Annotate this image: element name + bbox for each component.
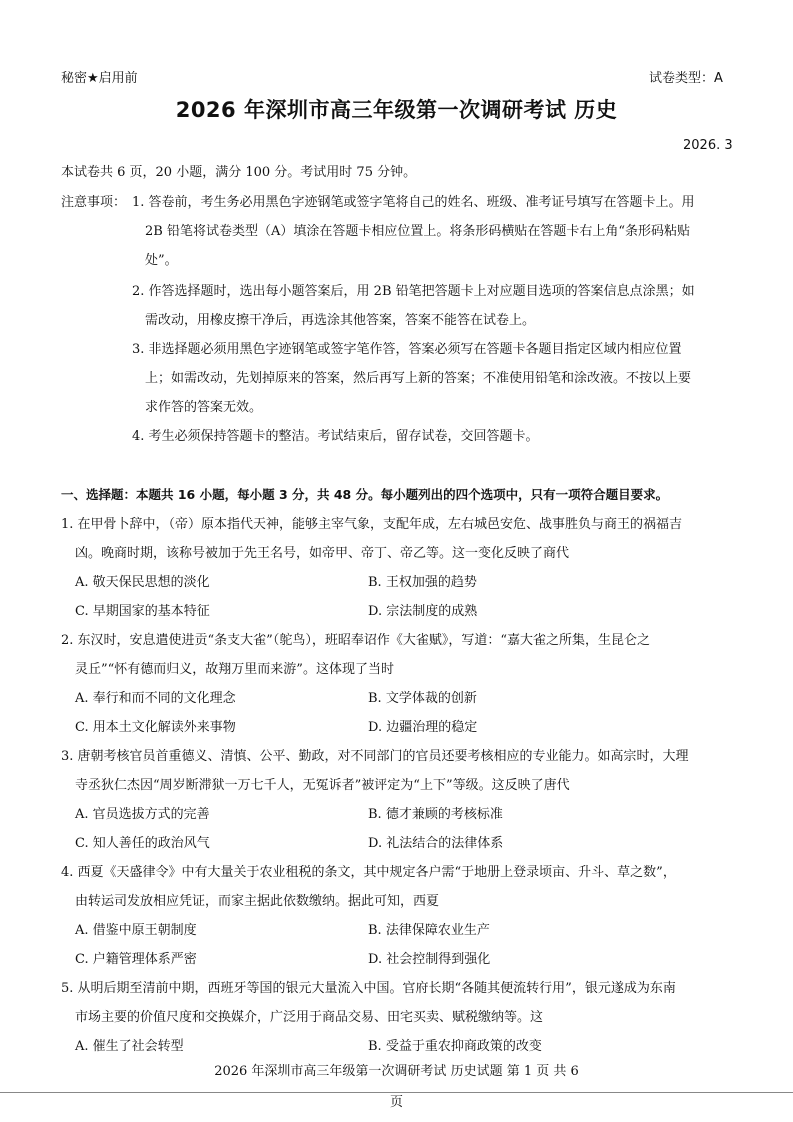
question-4-option-d: D. 社会控制得到强化	[368, 952, 491, 967]
exam-intro: 本试卷共 6 页，20 小题，满分 100 分。考试用时 75 分钟。	[61, 165, 417, 180]
question-4-line1: 4. 西夏《天盛律令》中有大量关于农业租税的条文，其中规定各户需“于地册上登录顷亩、升斗、草之数”，	[61, 865, 676, 880]
page-footer-continued: 页	[389, 1095, 403, 1110]
paper-type-label: 试卷类型：A	[649, 71, 723, 86]
question-1-option-a: A. 敬天保民思想的淡化	[75, 575, 210, 590]
question-1-option-c: C. 早期国家的基本特征	[75, 604, 210, 619]
question-4-option-c: C. 户籍管理体系严密	[75, 952, 197, 967]
question-2-option-a: A. 奉行和而不同的文化理念	[75, 691, 236, 706]
exam-date: 2026. 3	[683, 138, 733, 153]
question-2-option-d: D. 边疆治理的稳定	[368, 720, 478, 735]
question-2-option-b: B. 文学体裁的创新	[368, 691, 477, 706]
question-3-line2: 寺丞狄仁杰因“周岁断滞狱一万七千人，无冤诉者”被评定为“上下”等级。这反映了唐代	[75, 778, 570, 793]
question-3-option-a: A. 官员选拔方式的完善	[75, 807, 210, 822]
question-4-option-a: A. 借鉴中原王朝制度	[75, 923, 197, 938]
question-4-line2: 由转运司发放相应凭证，而家主据此依数缴纳。据此可知，西夏	[75, 894, 440, 909]
note-3-line3: 求作答的答案无效。	[145, 400, 263, 415]
question-4-option-b: B. 法律保障农业生产	[368, 923, 490, 938]
question-1-line1: 1. 在甲骨卜辞中，（帝）原本指代天神，能够主宰气象，支配年成，左右城邑安危、战事胜负与商王的祸福吉	[61, 517, 683, 532]
note-4-line1: 4. 考生必须保持答题卡的整洁。考试结束后，留存试卷，交回答题卡。	[132, 429, 539, 444]
note-2-line2: 需改动，用橡皮擦干净后，再选涂其他答案，答案不能答在试卷上。	[145, 313, 536, 328]
question-1-option-b: B. 王权加强的趋势	[368, 575, 477, 590]
question-3-option-b: B. 德才兼顾的考核标准	[368, 807, 503, 822]
note-3-line2: 上；如需改动，先划掉原来的答案，然后再写上新的答案；不准使用铅笔和涂改液。不按以上要	[145, 371, 692, 386]
question-2-option-c: C. 用本土文化解读外来事物	[75, 720, 236, 735]
question-3-option-c: C. 知人善任的政治风气	[75, 836, 210, 851]
note-1-line1: 1. 答卷前，考生务必用黑色字迹钢笔或签字笔将自己的姓名、班级、准考证号填写在答题卡上。用	[132, 195, 695, 210]
question-3-option-d: D. 礼法结合的法律体系	[368, 836, 504, 851]
question-5-option-a: A. 催生了社会转型	[75, 1039, 184, 1054]
section-heading: 一、选择题：本题共 16 小题，每小题 3 分，共 48 分。每小题列出的四个选项中，只有一项符合题目要求。	[61, 487, 669, 502]
notes-label: 注意事项：	[61, 195, 127, 210]
question-5-option-b: B. 受益于重农抑商政策的改变	[368, 1039, 542, 1054]
question-5-line2: 市场主要的价值尺度和交换媒介，广泛用于商品交易、田宅买卖、赋税缴纳等。这	[75, 1010, 544, 1025]
question-2-line2: 灵丘”“怀有德而归义，故翔万里而来游”。这体现了当时	[75, 662, 394, 677]
question-3-line1: 3. 唐朝考核官员首重德义、清慎、公平、勤政，对不同部门的官员还要考核相应的专业能力。如高宗时，大理	[61, 749, 689, 764]
question-1-line2: 凶。晚商时期，该称号被加于先王名号，如帝甲、帝丁、帝乙等。这一变化反映了商代	[75, 546, 570, 561]
confidential-label: 秘密★启用前	[61, 71, 138, 86]
note-2-line1: 2. 作答选择题时，选出每小题答案后，用 2B 铅笔把答题卡上对应题目选项的答案信息点涂黑；如	[132, 284, 695, 299]
page-footer: 2026 年深圳市高三年级第一次调研考试 历史试题 第 1 页 共 6	[214, 1064, 579, 1079]
question-1-option-d: D. 宗法制度的成熟	[368, 604, 478, 619]
note-1-line3: 处”。	[145, 253, 178, 268]
note-1-line2: 2B 铅笔将试卷类型（A）填涂在答题卡相应位置上。将条形码横贴在答题卡右上角“条形码粘贴	[145, 224, 690, 239]
page-title: 2026 年深圳市高三年级第一次调研考试 历史	[175, 98, 618, 122]
note-3-line1: 3. 非选择题必须用黑色字迹钢笔或签字笔作答，答案必须写在答题卡各题目指定区域内相应位置	[132, 342, 682, 357]
question-5-line1: 5. 从明后期至清前中期，西班牙等国的银元大量流入中国。官府长期“各随其便流转行用”，银元遂成为东南	[61, 981, 676, 996]
question-2-line1: 2. 东汉时，安息遣使进贡“条支大雀”（鸵鸟），班昭奉诏作《大雀赋》，写道：“嘉大雀之所集，生昆仑之	[61, 633, 650, 648]
